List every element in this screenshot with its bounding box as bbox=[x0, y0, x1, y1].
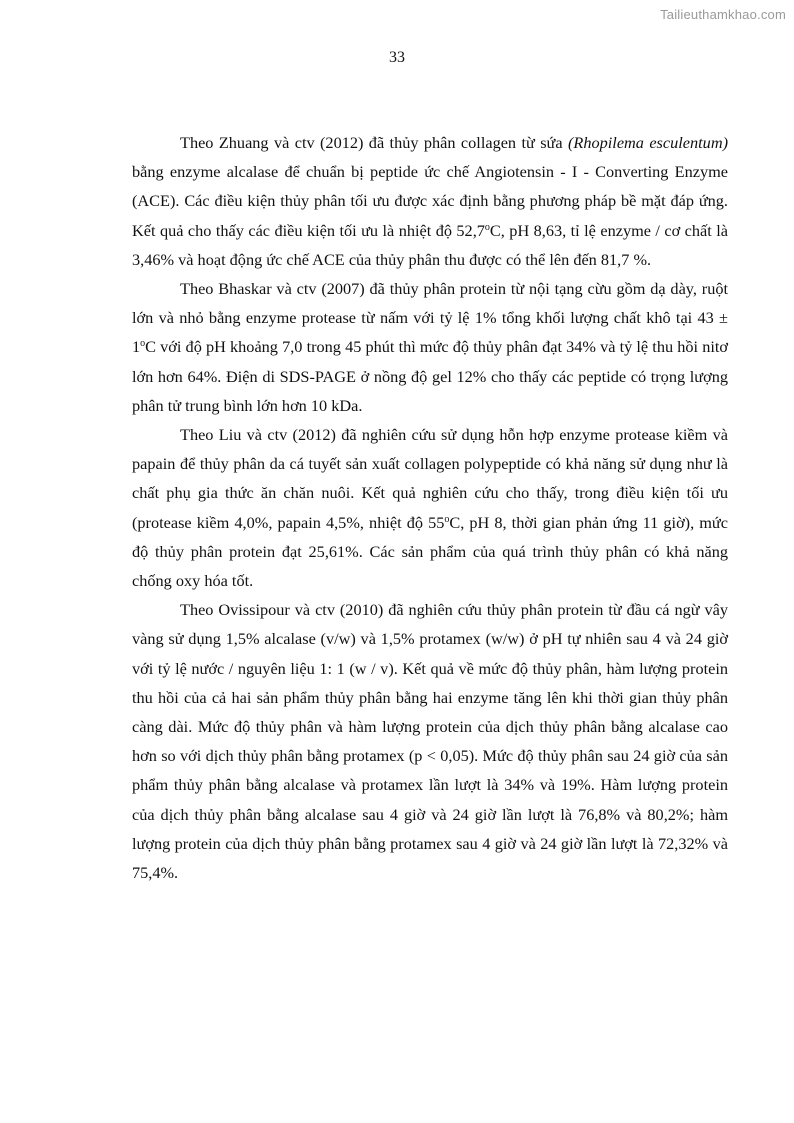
paragraph-liu bbox=[132, 420, 728, 595]
watermark-text: Tailieuthamkhao.com bbox=[660, 7, 786, 22]
paragraph-zhuang-text-a: Theo Zhuang và ctv (2012) đã thủy phân collagen từ sứa bbox=[180, 133, 568, 152]
paragraph-zhuang bbox=[132, 128, 728, 274]
paragraph-liu-text-a: Theo Liu và ctv (2012) đã nghiên cứu sử dụng hỗn hợp enzyme protease kiềm và papain để thủy phân da cá tuyết sản xuất collagen polypeptide có khả năng sử dụng như là chất phụ gia thức ăn chăn nuôi. Kết quả nghiên cứu cho thấy, trong điều kiện tối ưu (protease kiềm 4,0%, papain 4,5%, nhiệt độ 55 bbox=[132, 425, 728, 532]
paragraph-liu-text-b: C, pH 8, thời gian phản ứng 11 giờ), mức độ thủy phân protein đạt 25,61%. Các sản phẩm của quá trình thủy phân có khả năng chống oxy hóa tốt. bbox=[132, 512, 728, 591]
paragraph-bhaskar-text-a: Theo Bhaskar và ctv (2007) đã thủy phân protein từ nội tạng cừu gồm dạ dày, ruột lớn và nhỏ bằng enzyme protease từ nấm với tỷ lệ 1% tổng khối lượng chất khô tại 43 ± 1 bbox=[132, 279, 728, 357]
paragraph-bhaskar bbox=[132, 274, 728, 420]
degree-superscript: o bbox=[444, 513, 450, 525]
degree-superscript: o bbox=[140, 338, 146, 350]
paragraph-zhuang-text-b: bằng enzyme alcalase để chuẩn bị peptide ức chế Angiotensin - I - Converting Enzyme (ACE). Các điều kiện thủy phân tối ưu được xác định bằng phương pháp bề mặt đáp ứng. Kết quả cho thấy các điều kiện tối ưu là nhiệt độ 52,7 bbox=[132, 162, 728, 240]
paragraph-zhuang-text-c: C, pH 8,63, tỉ lệ enzyme / cơ chất là 3,46% và hoạt động ức chế ACE của thủy phân thu được có thể lên đến 81,7 %. bbox=[132, 220, 729, 269]
degree-superscript: o bbox=[484, 221, 490, 233]
paragraph-ovissipour: Theo Ovissipour và ctv (2010) đã nghiên cứu thủy phân protein từ đầu cá ngừ vây vàng sử dụng 1,5% alcalase (v/w) và 1,5% protamex (w/w) ở pH tự nhiên sau 4 và 24 giờ với tỷ lệ nước / nguyên liệu 1: 1 (w / v). Kết quả về mức độ thủy phân, hàm lượng protein thu hồi của cả hai sản phẩm thủy phân bằng hai enzyme tăng lên khi thời gian thủy phân càng dài. Mức độ thủy phân và hàm lượng protein của dịch thủy phân bằng alcalase cao hơn so với dịch thủy phân bằng protamex (p < 0,05). Mức độ thủy phân sau 24 giờ của sản phẩm thủy phân bằng alcalase và protamex lần lượt là 34% và 19%. Hàm lượng protein của dịch thủy phân bằng alcalase sau 4 giờ và 24 giờ lần lượt là 76,8% và 80,2%; hàm lượng protein của dịch thủy phân bằng protamex sau 4 giờ và 24 giờ lần lượt là 72,32% và 75,4%. bbox=[132, 600, 728, 883]
paragraph-bhaskar-text-b: C với độ pH khoảng 7,0 trong 45 phút thì mức độ thủy phân đạt 34% và tỷ lệ thu hồi nitơ lớn hơn 64%. Điện di SDS-PAGE ở nồng độ gel 12% cho thấy các peptide có trọng lượng phân tử trung bình lớn hơn 10 kDa. bbox=[132, 337, 728, 415]
paragraph-zhuang-species: (Rhopilema esculentum) bbox=[567, 133, 728, 152]
page-number: 33 bbox=[389, 49, 405, 66]
document-body bbox=[132, 128, 728, 887]
